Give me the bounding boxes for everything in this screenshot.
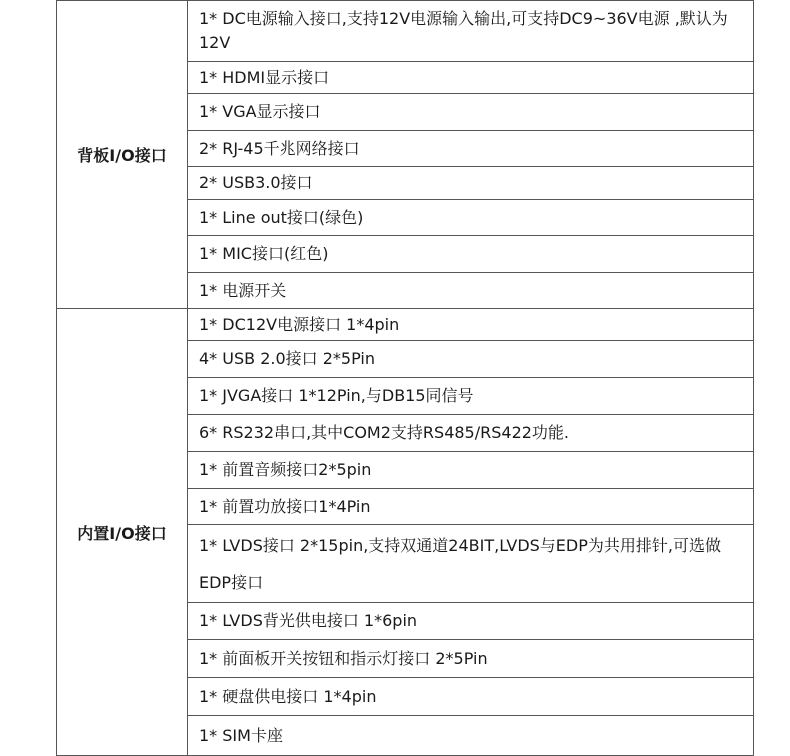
list-item: 1* MIC接口(红色): [188, 236, 754, 273]
list-item: 1* DC12V电源接口 1*4pin: [188, 309, 754, 341]
list-item: 1* 前置音频接口2*5pin: [188, 452, 754, 489]
list-item: 1* SIM卡座: [188, 716, 754, 756]
group-label-rear-io: 背板I/O接口: [57, 1, 188, 309]
table-row: [57, 1, 754, 62]
list-item: 6* RS232串口,其中COM2支持RS485/RS422功能.: [188, 415, 754, 452]
list-item: 1* HDMI显示接口: [188, 62, 754, 94]
group-label-internal-io: 内置I/O接口: [57, 309, 188, 756]
interface-spec-table: [56, 0, 754, 756]
table-row: [57, 309, 754, 341]
list-item: 2* USB3.0接口: [188, 167, 754, 200]
list-item: 1* LVDS背光供电接口 1*6pin: [188, 603, 754, 640]
list-item: 1* DC电源输入接口,支持12V电源输入输出,可支持DC9~36V电源 ,默认为12V: [188, 1, 754, 62]
list-item: 1* 电源开关: [188, 273, 754, 309]
list-item: 1* LVDS接口 2*15pin,支持双通道24BIT,LVDS与EDP为共用排针,可选做EDP接口: [188, 525, 754, 603]
list-item: 2* RJ-45千兆网络接口: [188, 131, 754, 167]
list-item: 1* VGA显示接口: [188, 94, 754, 131]
list-item: 1* 前置功放接口1*4Pin: [188, 489, 754, 525]
list-item: 1* 硬盘供电接口 1*4pin: [188, 678, 754, 716]
list-item: 4* USB 2.0接口 2*5Pin: [188, 341, 754, 378]
list-item: 1* Line out接口(绿色): [188, 200, 754, 236]
list-item: 1* JVGA接口 1*12Pin,与DB15同信号: [188, 378, 754, 415]
list-item: 1* 前面板开关按钮和指示灯接口 2*5Pin: [188, 640, 754, 678]
